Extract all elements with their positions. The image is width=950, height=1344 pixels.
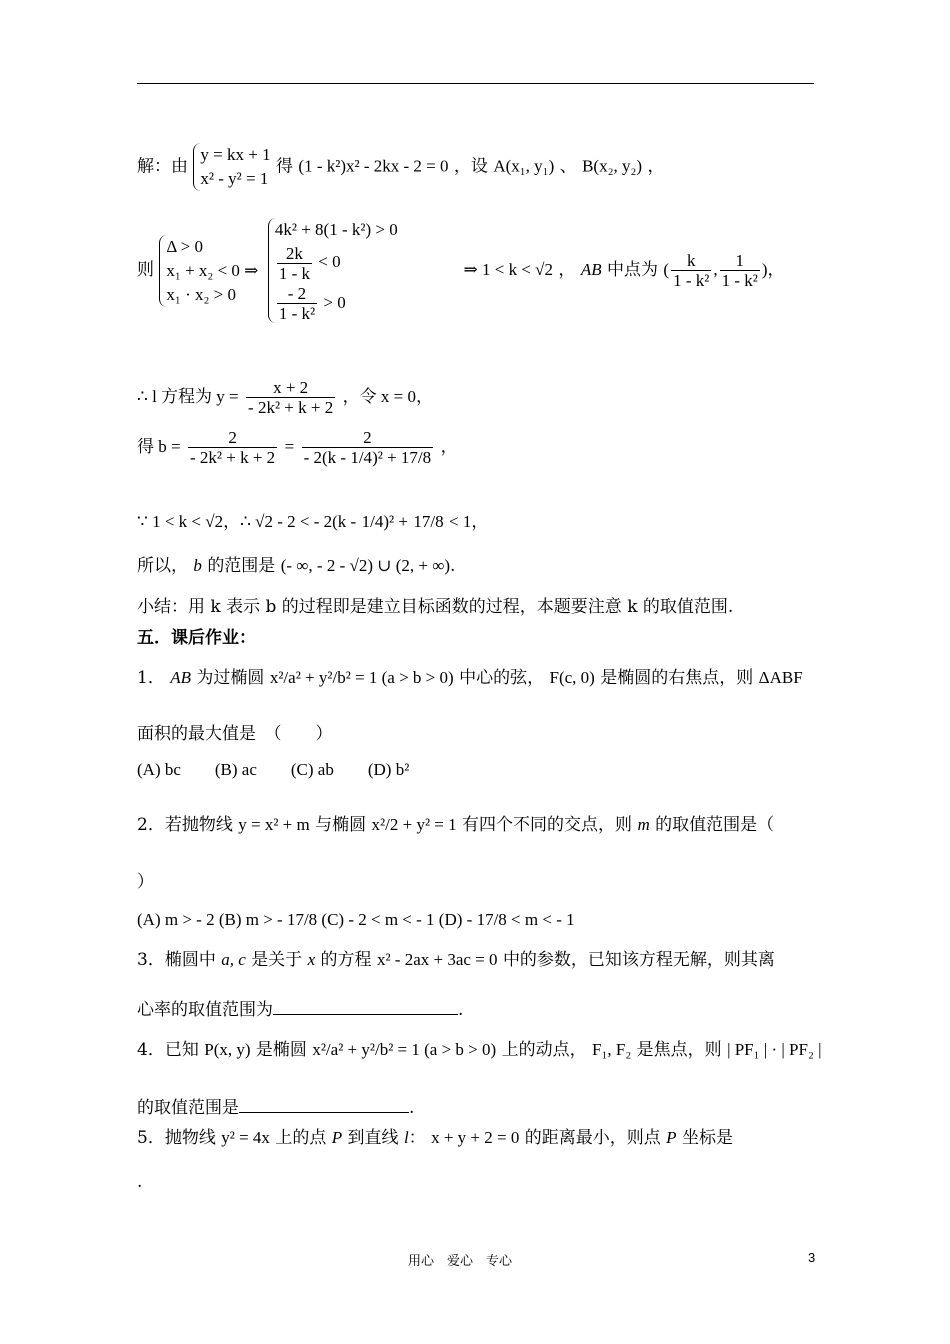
text: 中的参数，已知该方程无解，则其离 [502,950,775,970]
text: 5．抛物线 [137,1128,216,1148]
question-3 [137,950,775,970]
numerator: - 2 [277,284,317,304]
question-1-options [137,760,409,780]
denominator: 1 - k² [278,304,316,324]
text: = [284,437,295,456]
separator: , [713,260,718,280]
paren: )， [761,260,785,280]
text: 上的点 [275,1128,327,1148]
question-3-cont [137,1000,463,1020]
equation: x² - y² = 1 [200,169,269,188]
numerator: x + 2 [246,378,335,398]
text: . [137,1172,143,1192]
solution-line-5 [137,512,488,532]
condition: Δ > 0 [166,236,203,256]
text: 为过椭圆 [196,668,265,688]
question-5-cont [137,1172,142,1192]
text: 是关于 [251,950,303,970]
text: 与椭圆 [315,815,367,835]
text: 上的动点， [501,1040,587,1060]
focus-point: F(c, 0) [549,668,595,687]
denominator: 1 - k² [673,271,710,291]
numerator: 1 [720,251,760,271]
section-title: 五．课后作业： [137,628,256,648]
text: 则 [137,260,154,281]
point-a: A(x₁, y₁) [493,156,555,176]
condition: 4k² + 8(1 - k²) > 0 [274,220,398,239]
answer-blank[interactable] [273,1014,458,1015]
text: 到直线 [347,1128,399,1148]
answer-options: (A) bc (B) ac (C) ab (D) b² [137,760,410,779]
text: ） [137,872,154,892]
question-1 [137,668,803,688]
text: 解：由 [137,156,188,177]
solution-line-6 [137,556,455,576]
condition [275,242,398,283]
question-number: 1． [137,668,165,688]
paren: ( [663,260,670,280]
answer-blank[interactable] [239,1112,409,1113]
question-1-cont [137,724,333,744]
text: 的取值范围是（ [655,815,775,835]
text: 中点为 [607,260,659,281]
solution-line-4 [137,428,458,467]
foci: F₁, F₂ [592,1040,632,1059]
question-4-cont [137,1098,414,1118]
fraction: 1/4 [350,448,373,467]
denominator: - 2k² + k + 2 [190,448,276,467]
line-equation: x + y + 2 = 0 [431,1128,520,1147]
equation: (1 - k²)x² - 2kx - 2 = 0 [298,156,449,176]
summary-line [137,597,733,617]
segment: AB [170,668,192,687]
text: 的距离最小，则点 [524,1128,661,1148]
header-rule [137,83,814,84]
fraction: 17/8 [400,448,432,467]
interval: (- ∞, - 2 - √2) ∪ (2, + ∞) [280,556,450,575]
expression: | PF₁ | · | PF₂ | [727,1040,822,1059]
variable: b [193,556,202,575]
ellipse-equation: x²/a² + y²/b² = 1 (a > b > 0) [269,668,454,687]
expanded-condition-system [268,218,398,323]
result: ⇒ 1 < k < √2 [463,260,554,280]
numerator: k [671,251,711,271]
text: 3．椭圆中 [137,950,216,970]
ellipse-equation: x²/a² + y²/b² = 1 (a > b > 0) [312,1040,497,1059]
condition: x₁ · x₂ > 0 [166,284,237,304]
text: ，令 x = 0， [342,387,433,406]
text: 的范围是 [207,556,276,576]
question-2-cont [137,872,154,892]
text: 的方程 [320,950,372,970]
text: 是椭圆的右焦点，则 [600,668,754,688]
question-4 [137,1040,822,1060]
question-2 [137,815,774,835]
solution-line-2 [137,218,785,323]
text: 中心的弦， [459,668,545,688]
question-5 [137,1128,733,1148]
point: P [666,1128,677,1147]
variables: a, c [221,950,246,969]
text: 所以， [137,556,188,576]
condition-system [159,235,258,307]
condition: x₁ + x₂ < 0 ⇒ [166,260,259,280]
text: 有四个不同的交点，则 [462,815,633,835]
text: . [409,1098,415,1118]
text: ， [440,437,458,457]
text: ： [408,1128,426,1148]
text: < 1， [449,512,489,531]
numerator: 2 [188,428,277,448]
system-of-equations [193,143,270,191]
text: . [450,556,456,576]
denominator: - 2k² + k + 2 [248,398,334,417]
parabola-equation: y = x² + m [238,815,310,834]
text: 4．已知 [137,1040,199,1060]
page-number: 3 [808,1250,816,1265]
text: 面积的最大值是 （ ） [137,724,333,744]
equation: y = kx + 1 [200,145,271,164]
text: 2．若抛物线 [137,815,233,835]
ellipse-equation: x²/2 + y² = 1 [371,815,457,834]
text: 的取值范围是 [137,1098,239,1118]
text: 得 [276,156,293,177]
question-2-options [137,910,575,930]
point: P [331,1128,343,1147]
homework-title [137,628,256,648]
segment-ab: AB [580,260,602,280]
solution-line-3 [137,378,433,417]
text: - 2(k - [303,448,347,467]
text: 是焦点，则 [636,1040,722,1060]
text: . [458,1000,464,1020]
point-b: B(x₂, y₂) [582,156,643,176]
text: ， [647,156,665,177]
text: 、 [559,156,577,177]
solution-line-1 [137,143,665,191]
condition [275,283,398,324]
text: )² + [372,448,397,467]
text: 得 b = [137,437,181,456]
denominator: 1 - k² [721,271,758,291]
answer-options: (A) m > - 2 (B) m > - 17/8 (C) - 2 < m < - 1 (D) - 17/8 < m < - 1 [137,910,575,929]
variable: m [637,815,650,834]
text: ∵ 1 < k < √2，∴ √2 - 2 < - 2(k - [137,512,357,531]
fraction: 1/4 [361,512,384,531]
triangle: ΔABF [758,668,803,687]
footer-text: 用心 爱心 专心 [408,1254,513,1269]
variable: x [307,950,316,969]
text: ， [558,260,576,281]
text: ，设 [453,156,488,177]
text: 是椭圆 [255,1040,307,1060]
text: 坐标是 [681,1128,733,1148]
relation: < 0 [318,252,341,271]
text: )² + [383,512,408,531]
point: P(x, y) [204,1040,251,1059]
parabola-equation: y² = 4x [221,1128,270,1147]
fraction: 17/8 [413,512,444,531]
denominator: 1 - k [278,263,311,283]
summary-text: 小结：用 k 表示 b 的过程即是建立目标函数的过程，本题要注意 k 的取值范围. [137,597,734,617]
numerator: 2k [277,244,312,264]
text: 心率的取值范围为 [137,1000,273,1020]
numerator: 2 [302,428,434,448]
equation: x² - 2ax + 3ac = 0 [376,950,498,969]
text: ∴ l 方程为 y = [137,387,239,406]
line: l [403,1128,409,1147]
relation: > 0 [323,292,346,312]
